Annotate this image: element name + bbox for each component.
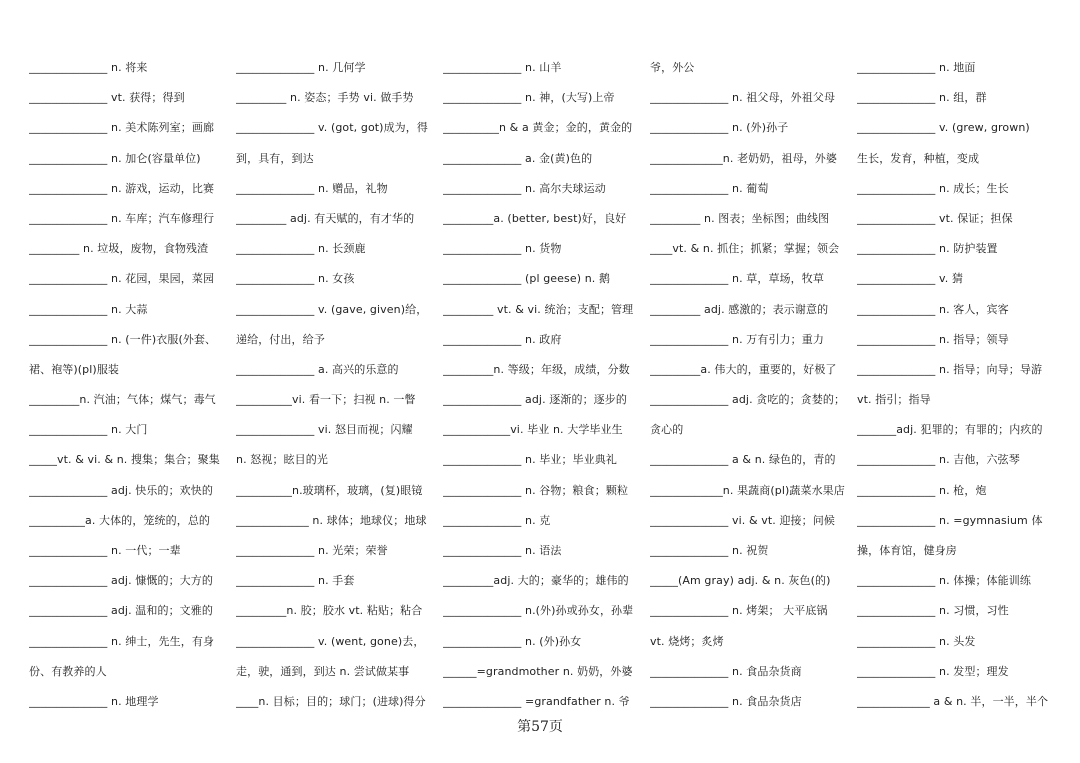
vocabulary-columns	[29, 53, 1054, 708]
vocab-line: ______________ vi. & vt. 迎接；问候	[650, 513, 835, 527]
vocab-line: 走，驶，通到，到达 n. 尝试做某事	[236, 664, 410, 678]
vocab-line: ______________ n. 手套	[236, 574, 355, 588]
vocab-line: ______________ a. 金(黄)色的	[443, 151, 593, 165]
vocab-line: ______________ n. 指导；向导；导游	[857, 362, 1043, 376]
column-1	[29, 53, 236, 708]
vocab-line: ______________ n. =gymnasium 体	[857, 513, 1043, 527]
vocab-line: _________n. 汽油；气体；煤气；毒气	[29, 393, 216, 407]
vocab-line: ______________ n. 地理学	[29, 694, 159, 708]
vocab-line: ______________ n. 头发	[857, 634, 976, 648]
vocab-line: ______________ n. 大蒜	[29, 302, 148, 316]
vocab-line: n. 怒视；眩目的光	[236, 453, 328, 467]
vocab-line: ______________ n. 习惯，习性	[857, 604, 1009, 618]
vocab-line: _____________ a & n. 半，一半，半个	[857, 694, 1049, 708]
column-5	[857, 53, 1064, 708]
vocab-line: _________n. 胶；胶水 vt. 粘贴；粘合	[236, 604, 423, 618]
vocab-line: ______________ n. 防护装置	[857, 242, 998, 256]
vocab-line: ______________ v. (got, got)成为，得	[236, 121, 428, 135]
vocab-line: ______________ n. 一代；一辈	[29, 544, 181, 557]
vocab-line: 爷，外公	[650, 61, 695, 74]
vocab-line: ______________ adj. 温和的；文雅的	[29, 604, 213, 618]
vocab-line: ______________ n. 高尔夫球运动	[443, 181, 606, 195]
vocab-line: ______________ n. 山羊	[443, 61, 562, 74]
vocab-line: ______________ n. 光荣；荣誉	[236, 544, 388, 557]
vocab-line: 裙、袍等)(pl)服装	[29, 362, 120, 376]
vocab-line: __________n & a 黄金；金的，黄金的	[443, 121, 633, 135]
vocab-line: ______________ a & n. 绿色的，青的	[650, 453, 836, 467]
vocab-line: ______________ n. 克	[443, 513, 551, 527]
vocab-line: ______________ n. (一件)衣服(外套、	[29, 332, 217, 346]
vocab-line: _________adj. 大的；豪华的；雄伟的	[443, 574, 629, 588]
vocab-line: ______________ n. 发型；理发	[857, 664, 1009, 678]
vocab-line: ______________ n. 政府	[443, 332, 562, 346]
vocab-line: _____vt. & vi. & n. 搜集；集合；聚集	[29, 453, 220, 467]
vocab-line: ______________ adj. 慷慨的；大方的	[29, 574, 213, 588]
vocab-line: vt. 指引；指导	[857, 393, 931, 407]
vocab-line: ______________ =grandfather n. 爷	[443, 694, 630, 708]
vocab-line: ______________ n. 地面	[857, 61, 976, 74]
vocab-line: ______________ n. 加仑(容量单位)	[29, 151, 201, 165]
vocab-line: ______________ n. 食品杂货商	[650, 664, 802, 678]
vocab-line: 操，体育馆，健身房	[857, 544, 957, 557]
vocab-line: ______________ vt. 保证；担保	[857, 211, 1013, 225]
vocab-line: ______________ n. 女孩	[236, 272, 355, 286]
vocab-line: ____vt. & n. 抓住；抓紧；掌握；领会	[650, 242, 840, 256]
vocab-line: ______________ v. 猜	[857, 272, 964, 286]
vocab-line: _________a. 伟大的，重要的，好极了	[650, 362, 837, 376]
vocab-line: ______________ n. 祝贺	[650, 544, 769, 557]
vocab-line: _____________n. 老奶奶，祖母，外婆	[650, 151, 837, 165]
vocab-line: ______________ n. 几何学	[236, 61, 366, 74]
vocab-line: _________ n. 垃圾，废物，食物残渣	[29, 242, 209, 256]
vocab-line: _________ adj. 感激的；表示谢意的	[650, 302, 829, 316]
vocab-line: ______________ n. (外)孙女	[443, 634, 582, 648]
vocab-line: ______________ n. 枪，炮	[857, 483, 987, 497]
vocab-line: ______________ n. 体操；体能训练	[857, 574, 1031, 588]
vocab-line: ______________ v. (gave, given)给，	[236, 302, 428, 316]
vocab-line: ______________ n. 长颈鹿	[236, 242, 366, 256]
column-3	[443, 53, 650, 708]
vocab-line: ______________ n. 草，草场，牧草	[650, 272, 824, 286]
vocab-line: ______________ n. 吉他，六弦琴	[857, 453, 1020, 467]
column-2	[236, 53, 443, 708]
vocab-line: _________ vt. & vi. 统治；支配；管理	[443, 302, 634, 316]
vocab-line: ______________ adj. 快乐的；欢快的	[29, 483, 213, 497]
vocab-line: _________n. 等级；年级，成绩，分数	[443, 362, 630, 376]
vocab-line: ______________ v. (went, gone)去，	[236, 634, 425, 648]
vocab-line: ______________ vi. 怒目而视；闪耀	[236, 423, 413, 437]
vocab-line: 贪心的	[650, 423, 684, 437]
vocab-line: ______________ n. 绅士，先生，有身	[29, 634, 215, 648]
vocab-line: ______=grandmother n. 奶奶，外婆	[443, 664, 633, 678]
vocab-line: ______________ vt. 获得；得到	[29, 91, 185, 105]
vocab-line: ______________ n. 毕业；毕业典礼	[443, 453, 617, 467]
vocab-line: 递给，付出，给予	[236, 332, 325, 346]
vocab-line: ____________vi. 毕业 n. 大学毕业生	[443, 423, 623, 437]
vocab-line: 到，具有，到达	[236, 151, 314, 165]
vocab-line: __________n.玻璃杯，玻璃，(复)眼镜	[236, 483, 423, 497]
vocab-line: ______________ n. 花园，果园，菜园	[29, 272, 215, 286]
vocab-line: ______________ a. 高兴的乐意的	[236, 362, 399, 376]
vocab-line: ______________ v. (grew, grown)	[857, 121, 1030, 135]
vocab-line: ______________ n. 食品杂货店	[650, 694, 802, 708]
vocab-line: ______________ n. 谷物；粮食；颗粒	[443, 483, 629, 497]
vocab-line: ______________ adj. 贪吃的；贪婪的；	[650, 393, 846, 407]
vocab-line: ______________ (pl geese) n. 鹅	[443, 272, 611, 286]
vocab-line: ______________ n. 将来	[29, 61, 148, 74]
vocab-line: _____________ n. 球体；地球仪；地球	[236, 513, 427, 527]
vocab-line: vt. 烧烤；炙烤	[650, 634, 724, 648]
vocab-line: _________a. (better, best)好，良好	[443, 211, 627, 225]
vocab-line: ______________ n. 祖父母，外祖父母	[650, 91, 836, 105]
vocab-line: ______________ n. 万有引力；重力	[650, 332, 824, 346]
vocab-line: _______adj. 犯罪的；有罪的；内疚的	[857, 423, 1043, 437]
vocab-line: ______________ n. 大门	[29, 423, 148, 437]
vocab-line: ______________ n. 语法	[443, 544, 562, 557]
vocab-line: __________a. 大体的，笼统的，总的	[29, 513, 211, 527]
vocab-line: ______________ n. 车库；汽车修理行	[29, 211, 215, 225]
vocab-line: ______________ n. (外)孙子	[650, 121, 789, 135]
page-number: 第57页	[517, 719, 563, 735]
vocab-line: ______________ n. 指导；领导	[857, 332, 1009, 346]
vocab-line: ______________ n. 美术陈列室；画廊	[29, 121, 215, 135]
vocab-line: _____(Am gray) adj. & n. 灰色(的)	[650, 574, 831, 588]
vocab-line: ______________ n. 赠品，礼物	[236, 181, 388, 195]
vocab-line: __________vi. 看一下；扫视 n. 一瞥	[236, 393, 416, 407]
vocab-line: _________ n. 图表；坐标图；曲线图	[650, 211, 830, 225]
vocab-line: ____n. 目标；目的；球门；(进球)得分	[236, 694, 426, 708]
vocab-line: _________ adj. 有天赋的，有才华的	[236, 211, 415, 225]
vocab-line: _____________n. 果蔬商(pl)蔬菜水果店	[650, 483, 845, 497]
column-4	[650, 53, 857, 708]
vocab-line: ______________ n. 烤架； 大平底锅	[650, 604, 828, 618]
vocab-line: ______________ n. 成长；生长	[857, 181, 1009, 195]
vocab-line: ______________ adj. 逐渐的；逐步的	[443, 393, 627, 407]
vocab-line: ______________ n. 游戏，运动，比赛	[29, 181, 215, 195]
vocab-line: 份、有教养的人	[29, 664, 107, 678]
vocab-line: ______________ n. 客人，宾客	[857, 302, 1009, 316]
vocab-line: ______________ n. 货物	[443, 242, 562, 256]
vocab-line: ______________ n. 组，群	[857, 91, 987, 105]
vocab-line: _________ n. 姿态；手势 vi. 做手势	[236, 91, 414, 105]
vocab-line: ______________ n. 葡萄	[650, 181, 769, 195]
vocab-line: 生长，发育，种植，变成	[857, 151, 980, 165]
vocab-line: ______________ n.(外)孙或孙女，孙辈	[443, 604, 634, 618]
vocab-line: ______________ n. 神，(大写)上帝	[443, 91, 615, 105]
